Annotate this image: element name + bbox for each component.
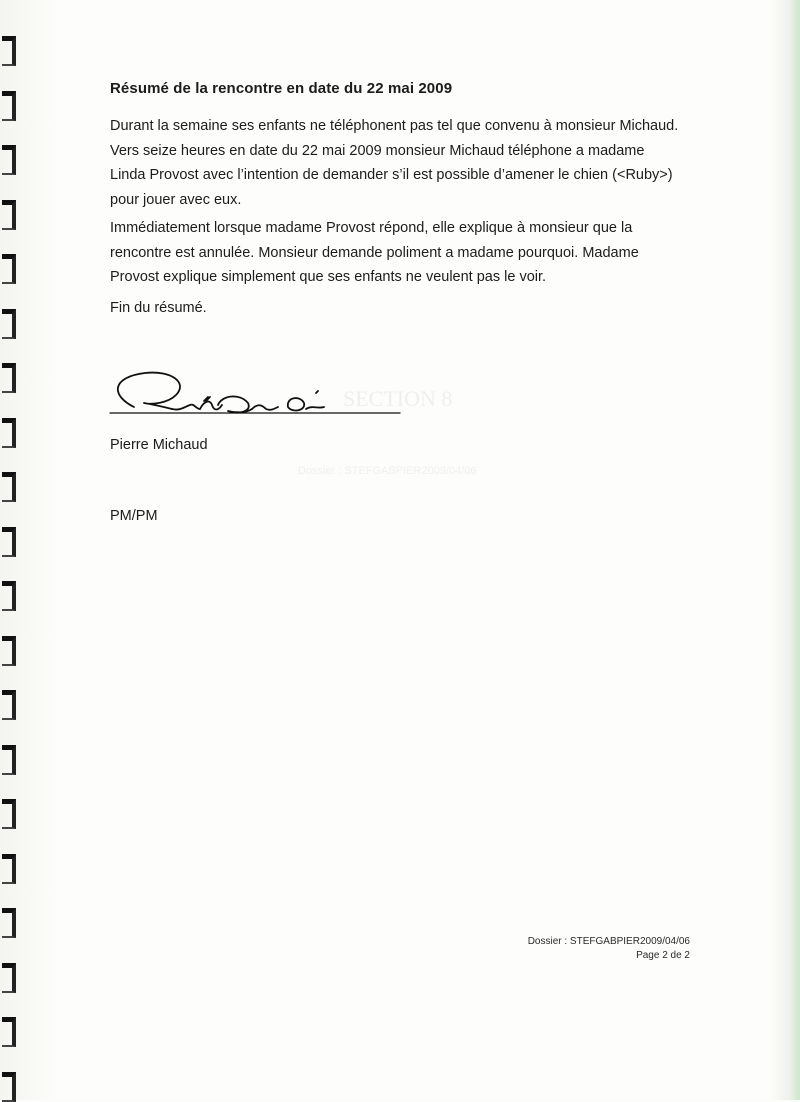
binding-hole: [2, 254, 16, 284]
bleed-through-section: SECTION 8: [343, 386, 453, 411]
binding-hole: [2, 200, 16, 230]
binding-hole: [2, 145, 16, 175]
binding-hole: [2, 636, 16, 666]
binding-hole: [2, 91, 16, 121]
document-title: Résumé de la rencontre en date du 22 mai 2009: [110, 80, 453, 97]
initials: PM/PM: [110, 508, 158, 524]
binding-hole: [2, 1017, 16, 1047]
binding-hole: [2, 309, 16, 339]
paragraph-line: Linda Provost avec l’intention de demander s’il est possible d’amener le chien (<Ruby>): [110, 167, 673, 183]
binding-hole: [2, 363, 16, 393]
paragraph-1: [110, 114, 700, 212]
paragraph-line: rencontre est annulée. Monsieur demande poliment a madame pourquoi. Madame: [110, 244, 639, 261]
paragraph-line: pour jouer avec eux.: [110, 191, 242, 208]
binding-hole: [2, 690, 16, 720]
binding-hole: [2, 1072, 16, 1102]
binding-hole: [2, 799, 16, 829]
binding-hole: [2, 418, 16, 448]
signer-name: Pierre Michaud: [110, 437, 208, 453]
bleed-through-dossier: Dossier : STEFGABPIER2009/04/06: [298, 465, 477, 477]
binding-hole: [2, 908, 16, 938]
binding-hole: [2, 854, 16, 884]
paragraph-line: Immédiatement lorsque madame Provost répond, elle explique à monsieur que la: [110, 220, 633, 236]
binding-hole: [2, 36, 16, 66]
paragraph-line: Provost explique simplement que ses enfants ne veulent pas le voir.: [110, 269, 547, 285]
paragraph-line: Vers seize heures en date du 22 mai 2009 monsieur Michaud téléphone a madame: [110, 142, 645, 159]
dossier-reference: Dossier : STEFGABPIER2009/04/06: [527, 936, 690, 947]
binding-hole: [2, 745, 16, 775]
page-number: Page 2 de 2: [636, 950, 690, 961]
page-footer: [528, 935, 690, 963]
binding-hole: [2, 527, 16, 557]
binding-hole: [2, 581, 16, 611]
paragraph-2: [110, 216, 700, 290]
closing-line: Fin du résumé.: [110, 300, 207, 316]
binding-holes: [0, 0, 26, 1100]
handwritten-signature: [100, 365, 410, 435]
paragraph-line: Durant la semaine ses enfants ne téléphonent pas tel que convenu à monsieur Michaud.: [110, 118, 679, 134]
binding-hole: [2, 963, 16, 993]
binding-hole: [2, 472, 16, 502]
